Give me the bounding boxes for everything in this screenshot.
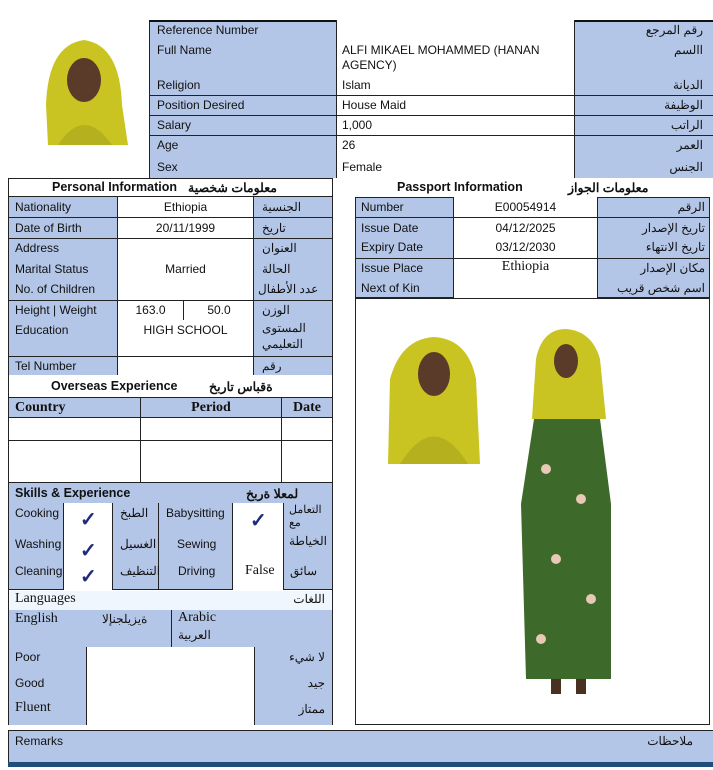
nationality-value: Ethiopia <box>163 200 208 214</box>
overseas-title-en: Overseas Experience <box>51 379 178 393</box>
driving-value: False <box>245 563 275 578</box>
label-children-ar: عدد الأطفال <box>258 282 319 296</box>
label-salary-ar: الراتب <box>670 118 703 132</box>
check-icon: ✓ <box>250 510 267 532</box>
check-icon: ✓ <box>80 540 97 562</box>
label-passport-number-ar: الرقم <box>677 200 705 214</box>
passport-title-en: Passport Information <box>397 180 523 194</box>
skill-cooking-ar: الطبخ <box>120 506 149 520</box>
passport-title-ar: معلومات الجواز <box>568 181 649 195</box>
label-height-weight: Height | Weight <box>15 303 97 317</box>
passport-number-value: E00054914 <box>494 200 557 214</box>
religion-value: Islam <box>342 78 371 92</box>
label-education: Education <box>15 323 69 337</box>
education-value: HIGH SCHOOL <box>143 323 228 337</box>
label-position-ar: الوظيفة <box>664 98 703 112</box>
label-expiry-date: Expiry Date <box>361 240 424 254</box>
col-country: Country <box>15 400 66 415</box>
label-issue-date: Issue Date <box>361 221 419 235</box>
label-issue-date-ar: تاريخ الإصدار <box>641 221 705 235</box>
remarks-row <box>8 730 713 762</box>
check-icon: ✓ <box>80 509 97 531</box>
expiry-date-value: 03/12/2030 <box>495 240 556 254</box>
label-religion: Religion <box>157 78 201 92</box>
languages-title: Languages <box>15 591 76 606</box>
remarks-label: Remarks <box>15 734 64 748</box>
skills-title-ar: لمعلا ةربخ <box>246 487 299 501</box>
level-fluent: Fluent <box>15 700 51 715</box>
label-age: Age <box>157 138 179 152</box>
label-nationality-ar: الجنسية <box>262 200 302 214</box>
remarks-label-ar: ملاحظات <box>647 734 693 748</box>
label-children: No. of Children <box>15 282 96 296</box>
skill-cooking: Cooking <box>15 506 60 520</box>
level-poor-ar: لا شيء <box>289 650 325 664</box>
label-next-of-kin: Next of Kin <box>361 281 420 295</box>
label-full-name: Full Name <box>157 43 212 57</box>
personal-title-ar: معلومات شخصية <box>188 181 277 195</box>
skill-driving: Driving <box>178 564 216 578</box>
lang-english: English <box>15 611 58 626</box>
level-poor: Poor <box>15 650 41 664</box>
skill-sewing: Sewing <box>177 537 217 551</box>
issue-place-value: Ethiopia <box>501 259 550 274</box>
label-passport-number: Number <box>361 200 404 214</box>
portrait-photo <box>28 35 140 145</box>
position-value: House Maid <box>342 98 407 112</box>
lang-arabic-ar: العربية <box>178 628 211 642</box>
label-sex: Sex <box>157 160 178 174</box>
marital-value: Married <box>165 262 206 276</box>
level-good: Good <box>15 676 45 690</box>
full-body-photo <box>356 299 709 724</box>
overseas-header <box>9 375 332 398</box>
skill-babysitting-ar: التعامل مع <box>289 504 322 529</box>
sex-value: Female <box>342 160 383 174</box>
label-address-ar: العنوان <box>262 241 297 255</box>
issue-date-value: 04/12/2025 <box>495 221 556 235</box>
label-salary: Salary <box>157 118 192 132</box>
label-issue-place-ar: مكان الإصدار <box>640 261 705 275</box>
label-position: Position Desired <box>157 98 245 112</box>
label-height-weight-ar: الوزن <box>262 303 290 317</box>
label-dob: Date of Birth <box>15 221 82 235</box>
bottom-bar <box>8 762 713 767</box>
full-name-value: ALFI MIKAEL MOHAMMED (HANAN AGENCY) <box>342 43 540 72</box>
col-period: Period <box>191 400 231 415</box>
level-fluent-ar: ممتاز <box>298 702 325 716</box>
label-tel-ar: رقم <box>262 359 282 373</box>
lang-arabic: Arabic <box>178 610 217 625</box>
label-education-ar: المستوى التعليمي <box>262 321 306 351</box>
label-religion-ar: الديانة <box>672 78 703 92</box>
weight-value: 50.0 <box>207 303 231 317</box>
label-full-name-ar: االسم <box>673 43 703 57</box>
skill-cleaning: Cleaning <box>15 564 63 578</box>
skills-title-en: Skills & Experience <box>15 486 131 500</box>
skill-cleaning-ar: التنظيف <box>120 564 161 578</box>
label-reference-number-ar: رقم المرجع <box>645 23 703 37</box>
dob-value: 20/11/1999 <box>155 221 216 235</box>
personal-info-header <box>8 178 333 197</box>
col-date: Date <box>293 400 321 415</box>
skill-driving-ar: سائق <box>290 564 318 578</box>
height-value: 163.0 <box>135 303 166 317</box>
label-reference-number: Reference Number <box>157 23 259 37</box>
label-dob-ar: تاريخ <box>262 221 286 235</box>
label-tel: Tel Number <box>15 359 77 373</box>
personal-title-en: Personal Information <box>52 180 178 194</box>
full-body-photo-area <box>355 298 710 725</box>
label-age-ar: العمر <box>676 138 703 152</box>
label-sex-ar: الجنس <box>669 160 703 174</box>
level-good-ar: جيد <box>307 676 325 690</box>
label-next-of-kin-ar: اسم شخص قريب <box>616 281 705 295</box>
overseas-title-ar: ةقباس تاربخ <box>209 380 273 394</box>
languages-title-ar: اللغات <box>293 592 325 606</box>
label-expiry-date-ar: تاريخ الانتهاء <box>645 240 705 254</box>
check-icon: ✓ <box>80 566 97 588</box>
label-nationality: Nationality <box>15 200 72 214</box>
lang-english-ar: ةيزيلجنإلا <box>102 612 148 626</box>
passport-header <box>355 178 711 197</box>
label-address: Address <box>15 241 60 255</box>
skill-washing-ar: الغسيل <box>120 537 157 551</box>
skill-washing: Washing <box>15 537 62 551</box>
label-issue-place: Issue Place <box>361 261 424 275</box>
label-marital-ar: الحالة <box>262 262 291 276</box>
age-value: 26 <box>342 138 356 152</box>
skill-sewing-ar: الخياطة <box>289 534 327 548</box>
skill-babysitting: Babysitting <box>166 506 225 520</box>
label-marital: Marital Status <box>15 262 89 276</box>
salary-value: 1,000 <box>342 118 373 132</box>
